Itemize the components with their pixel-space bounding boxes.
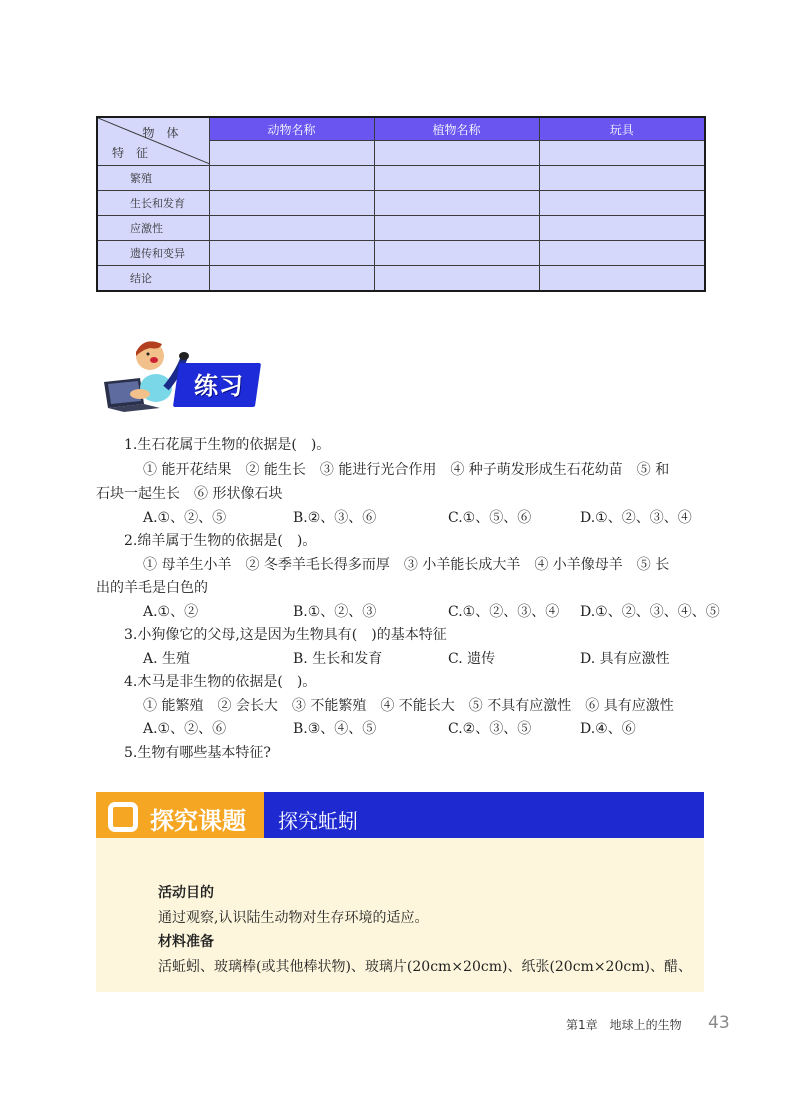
table-row	[97, 266, 705, 292]
materials-text: 活蚯蚓、玻璃棒(或其他棒状物)、玻璃片(20cm×20cm)、纸张(20cm×20cm)、醋、	[158, 959, 692, 975]
table-cell[interactable]	[374, 166, 539, 191]
table-row	[97, 216, 705, 241]
purpose-heading: 活动目的	[158, 885, 214, 901]
purpose-text: 通过观察,认识陆生动物对生存环境的适应。	[158, 910, 429, 926]
page-number: 43	[708, 1013, 730, 1033]
q2-option-d[interactable]: D.①、②、③、④、⑤	[580, 604, 720, 620]
row-header: 生长和发育	[97, 191, 209, 216]
table-cell[interactable]	[539, 241, 705, 266]
q4-option-b[interactable]: B.③、④、⑤	[293, 721, 377, 737]
table-cell[interactable]	[374, 191, 539, 216]
question-2-items: ① 母羊生小羊 ② 冬季羊毛长得多而厚 ③ 小羊能长成大羊 ④ 小羊像母羊 ⑤ 长	[143, 557, 670, 573]
table-row	[97, 241, 705, 266]
q4-option-a[interactable]: A.①、②、⑥	[143, 721, 227, 737]
corner-top-label: 物体	[142, 126, 191, 140]
question-4-stem: 4.木马是非生物的依据是( )。	[124, 674, 317, 690]
table-cell[interactable]	[209, 216, 374, 241]
table-cell[interactable]	[374, 141, 539, 166]
q2-option-b[interactable]: B.①、②、③	[293, 604, 377, 620]
table-cell[interactable]	[209, 191, 374, 216]
row-header: 遗传和变异	[97, 241, 209, 266]
table-cell[interactable]	[539, 266, 705, 292]
row-header: 繁殖	[97, 166, 209, 191]
table-cell[interactable]	[539, 166, 705, 191]
table-cell[interactable]	[209, 166, 374, 191]
q2-option-a[interactable]: A.①、②	[143, 604, 199, 620]
q3-option-a[interactable]: A. 生殖	[143, 651, 191, 667]
column-header-plant: 植物名称	[374, 117, 539, 141]
table-cell[interactable]	[374, 216, 539, 241]
question-2-stem: 2.绵羊属于生物的依据是( )。	[124, 533, 317, 549]
table-cell[interactable]	[374, 241, 539, 266]
table-cell[interactable]	[209, 266, 374, 292]
question-1-items: ① 能开花结果 ② 能生长 ③ 能进行光合作用 ④ 种子萌发形成生石花幼苗 ⑤ 和	[143, 462, 670, 478]
inquiry-square-icon	[108, 802, 138, 832]
question-3-stem: 3.小狗像它的父母,这是因为生物具有( )的基本特征	[124, 627, 447, 643]
inquiry-title: 探究课题	[150, 807, 246, 835]
question-4-items: ① 能繁殖 ② 会长大 ③ 不能繁殖 ④ 不能长大 ⑤ 不具有应激性 ⑥ 具有应激性	[143, 698, 674, 714]
q3-option-c[interactable]: C. 遗传	[448, 651, 496, 667]
column-header-animal: 动物名称	[209, 117, 374, 141]
table-cell[interactable]	[209, 241, 374, 266]
q1-option-d[interactable]: D.①、②、③、④	[580, 510, 692, 526]
materials-heading: 材料准备	[158, 934, 214, 950]
corner-bottom-label: 特征	[112, 146, 161, 160]
question-1-stem: 1.生石花属于生物的依据是( )。	[124, 437, 331, 453]
q1-option-b[interactable]: B.②、③、⑥	[293, 510, 377, 526]
table-cell[interactable]	[539, 191, 705, 216]
table-row	[97, 191, 705, 216]
table-cell[interactable]	[374, 266, 539, 292]
question-5-stem: 5.生物有哪些基本特征?	[124, 745, 271, 761]
q1-option-c[interactable]: C.①、⑤、⑥	[448, 510, 532, 526]
table-cell[interactable]	[539, 216, 705, 241]
table-cell[interactable]	[539, 141, 705, 166]
table-corner-cell	[97, 117, 209, 166]
q3-option-b[interactable]: B. 生长和发育	[293, 651, 383, 667]
row-header: 结论	[97, 266, 209, 292]
q3-option-d[interactable]: D. 具有应激性	[580, 651, 670, 667]
table-cell[interactable]	[209, 141, 374, 166]
q1-option-a[interactable]: A.①、②、⑤	[143, 510, 227, 526]
inquiry-subtitle: 探究蚯蚓	[278, 809, 358, 833]
question-2-items-cont: 出的羊毛是白色的	[96, 580, 208, 596]
exercise-title: 练习	[194, 372, 244, 400]
q4-option-d[interactable]: D.④、⑥	[580, 721, 636, 737]
column-header-toy: 玩具	[539, 117, 705, 141]
table-row	[97, 166, 705, 191]
observation-table	[96, 116, 706, 292]
q2-option-c[interactable]: C.①、②、③、④	[448, 604, 560, 620]
row-header: 应激性	[97, 216, 209, 241]
footer-chapter: 第1章 地球上的生物	[566, 1018, 682, 1032]
question-1-items-cont: 石块一起生长 ⑥ 形状像石块	[96, 486, 283, 502]
q4-option-c[interactable]: C.②、③、⑤	[448, 721, 532, 737]
